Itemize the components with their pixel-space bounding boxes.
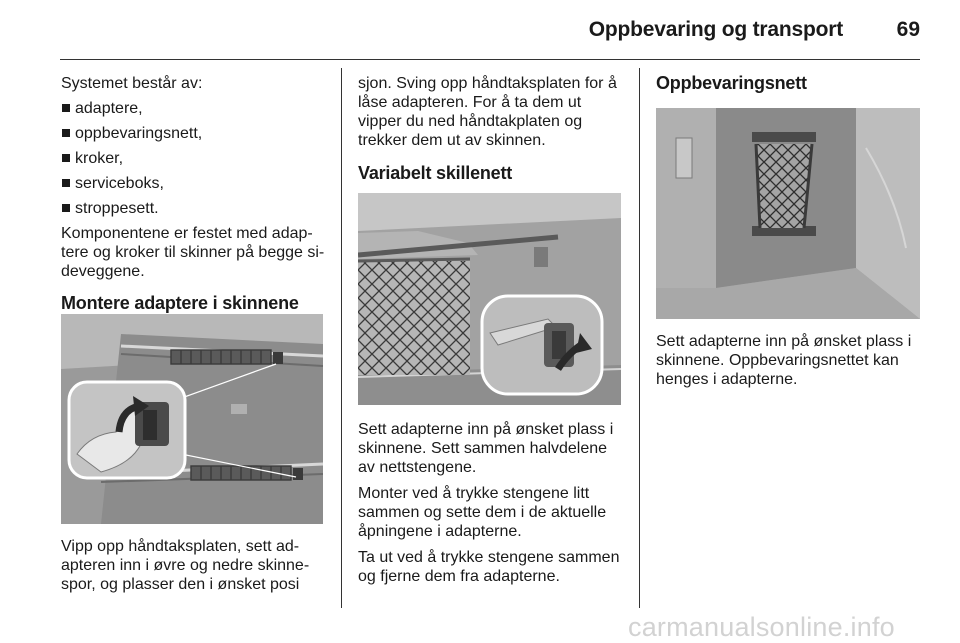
- divider-net-para-2: Monter ved å trykke stengene litt sammen og sette dem i de aktuelle åpningene i adapterne.: [358, 485, 607, 540]
- section-heading-adapters: Montere adaptere i skinnene: [61, 293, 299, 313]
- illustration-adapter-rails: [61, 314, 323, 524]
- caption-adapters-block: [61, 537, 329, 601]
- divider-net-para-3: Ta ut ved å trykke stengene sammen og fjerne dem fra adapterne.: [358, 549, 620, 585]
- list-item: adaptere,: [61, 99, 329, 118]
- section-heading-storage-net: Oppbevaringsnett: [656, 73, 807, 93]
- component-list: [61, 99, 329, 218]
- header-rule: [60, 59, 920, 60]
- caption-adapters: Vipp opp håndtaksplaten, sett adapteren inn i øvre og nedre skinnespor, og plasser den i ønsket posi: [61, 538, 310, 593]
- list-item: oppbevaringsnett,: [61, 124, 329, 143]
- watermark: carmanualsonline.info: [628, 612, 895, 642]
- column-2-lower: [358, 420, 626, 593]
- column-divider-2: [639, 68, 640, 608]
- list-item: kroker,: [61, 149, 329, 168]
- components-paragraph: Komponentene er festet med adaptere og kroker til skinner på begge sideveggene.: [61, 225, 325, 280]
- list-item: serviceboks,: [61, 174, 329, 193]
- page-header-title: Oppbevaring og transport: [588, 18, 843, 41]
- column-2: [358, 74, 626, 183]
- column-3: [656, 74, 922, 93]
- section-heading-divider-net: Variabelt skillenett: [358, 163, 513, 183]
- divider-net-para-1: Sett adapterne inn på ønsket plass i skinnene. Sett sammen halvdelene av nettstengene.: [358, 421, 614, 476]
- column-3-lower: [656, 332, 922, 396]
- list-item: stroppesett.: [61, 199, 329, 218]
- storage-net-para-1: Sett adapterne inn på ønsket plass i skinnene. Oppbevaringsnettet kan henges i adapterne.: [656, 333, 912, 388]
- page-number: 69: [896, 18, 920, 41]
- illustration-storage-net: [656, 108, 920, 319]
- illustration-divider-net: [358, 193, 621, 405]
- intro-text: Systemet består av:: [61, 75, 203, 92]
- column-divider-1: [341, 68, 342, 608]
- column-1: [61, 74, 329, 313]
- continued-paragraph: sjon. Sving opp håndtaksplaten for å låse adapteren. For å ta dem ut vipper du ned håndtakplaten og trekker dem ut av skinnen.: [358, 75, 617, 149]
